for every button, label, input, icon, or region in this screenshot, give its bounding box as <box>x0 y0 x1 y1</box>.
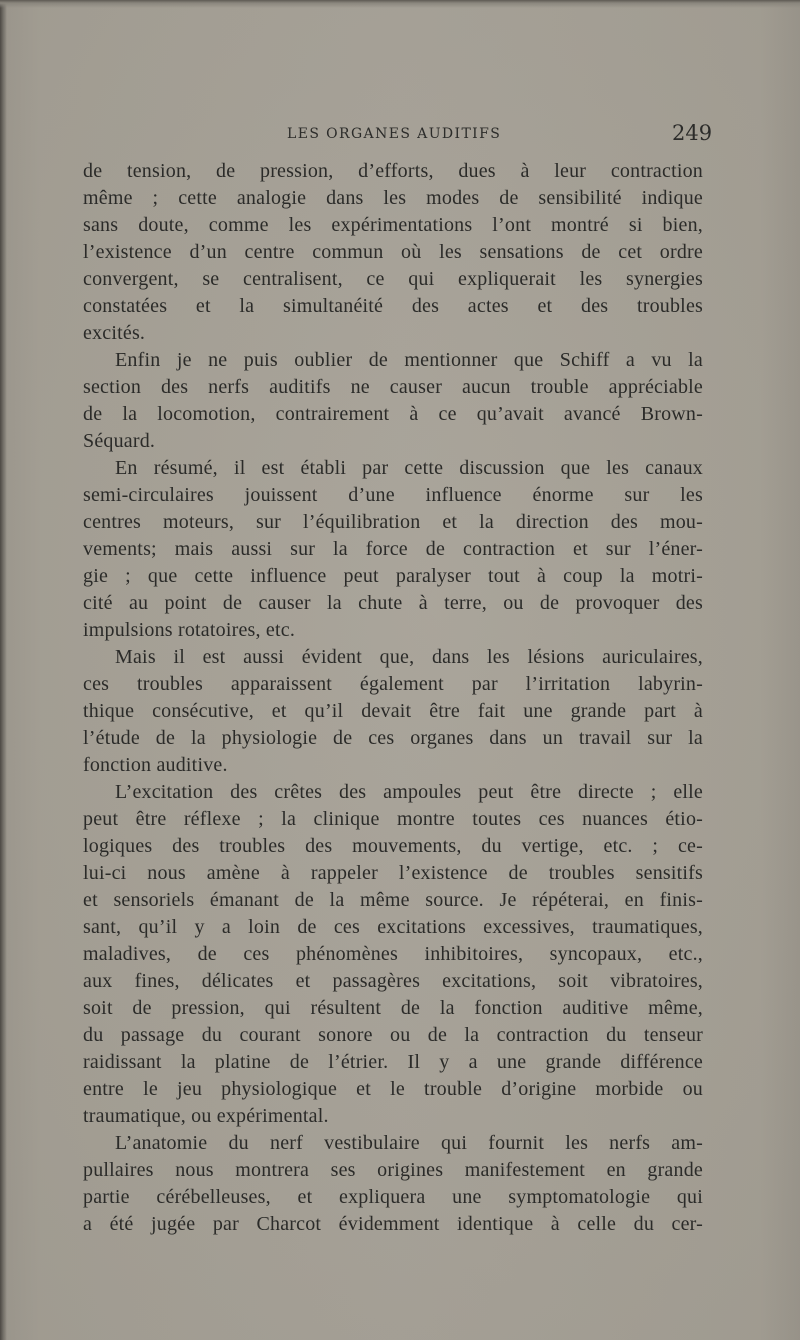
text-line: entre le jeu physiologique et le trouble d’origine morbide ou <box>83 1078 703 1100</box>
text-line: centres moteurs, sur l’équilibration et la direction des mou- <box>83 511 703 533</box>
text-line: même ; cette analogie dans les modes de sensibilité indique <box>83 187 703 209</box>
text-line: section des nerfs auditifs ne causer aucun trouble appréciable <box>83 376 703 398</box>
text-line: maladives, de ces phénomènes inhibitoires, syncopaux, etc., <box>83 943 703 965</box>
text-line: de la locomotion, contrairement à ce qu’avait avancé Brown- <box>83 403 703 425</box>
text-line: gie ; que cette influence peut paralyser tout à coup la motri- <box>83 565 703 587</box>
text-line: Mais il est aussi évident que, dans les lésions auriculaires, <box>115 646 703 668</box>
text-line: l’existence d’un centre commun où les sensations de cet ordre <box>83 241 703 263</box>
text-line: semi-circulaires jouissent d’une influence énorme sur les <box>83 484 703 506</box>
text-line: En résumé, il est établi par cette discussion que les canaux <box>115 457 703 479</box>
text-line: thique consécutive, et qu’il devait être fait une grande part à <box>83 700 703 722</box>
text-line: Enfin je ne puis oublier de mentionner que Schiff a vu la <box>115 349 703 371</box>
text-line: du passage du courant sonore ou de la contraction du tenseur <box>83 1024 703 1046</box>
text-line: lui-ci nous amène à rappeler l’existence de troubles sensitifs <box>83 862 703 884</box>
text-line: sant, qu’il y a loin de ces excitations excessives, traumatiques, <box>83 916 703 938</box>
text-line: a été jugée par Charcot évidemment identique à celle du cer- <box>83 1213 703 1235</box>
text-line: vements; mais aussi sur la force de contraction et sur l’éner- <box>83 538 703 560</box>
text-line: impulsions rotatoires, etc. <box>83 619 296 641</box>
text-line: constatées et la simultanéité des actes et des troubles <box>83 295 703 317</box>
text-line: L’anatomie du nerf vestibulaire qui fournit les nerfs am- <box>115 1132 703 1154</box>
text-line: excités. <box>83 322 146 344</box>
running-header-title: LES ORGANES AUDITIFS <box>287 126 502 142</box>
text-line: cité au point de causer la chute à terre, ou de provoquer des <box>83 592 703 614</box>
text-line: de tension, de pression, d’efforts, dues à leur contraction <box>83 160 703 182</box>
text-line: pullaires nous montrera ses origines manifestement en grande <box>83 1159 703 1181</box>
text-line: L’excitation des crêtes des ampoules peut être directe ; elle <box>115 781 703 803</box>
body-text <box>83 158 703 1238</box>
text-line: sans doute, comme les expérimentations l’ont montré si bien, <box>83 214 703 236</box>
text-line: aux fines, délicates et passagères excitations, soit vibratoires, <box>83 970 703 992</box>
text-line: convergent, se centralisent, ce qui expliquerait les synergies <box>83 268 703 290</box>
text-line: l’étude de la physiologie de ces organes dans un travail sur la <box>83 727 703 749</box>
text-line: partie cérébelleuses, et expliquera une symptomatologie qui <box>83 1186 703 1208</box>
book-spine-shadow <box>0 0 7 1340</box>
running-header <box>0 122 800 146</box>
page-top-edge <box>0 0 800 8</box>
text-line: ces troubles apparaissent également par l’irritation labyrin- <box>83 673 703 695</box>
text-line: logiques des troubles des mouvements, du vertige, etc. ; ce- <box>83 835 703 857</box>
text-line: et sensoriels émanant de la même source. Je répéterai, en finis- <box>83 889 703 911</box>
text-line: fonction auditive. <box>83 754 228 776</box>
text-line: traumatique, ou expérimental. <box>83 1105 329 1127</box>
text-line: peut être réflexe ; la clinique montre toutes ces nuances étio- <box>83 808 703 830</box>
text-line: soit de pression, qui résultent de la fonction auditive même, <box>83 997 703 1019</box>
page-number: 249 <box>672 121 713 145</box>
text-line: raidissant la platine de l’étrier. Il y a une grande différence <box>83 1051 703 1073</box>
text-line: Séquard. <box>83 430 156 452</box>
